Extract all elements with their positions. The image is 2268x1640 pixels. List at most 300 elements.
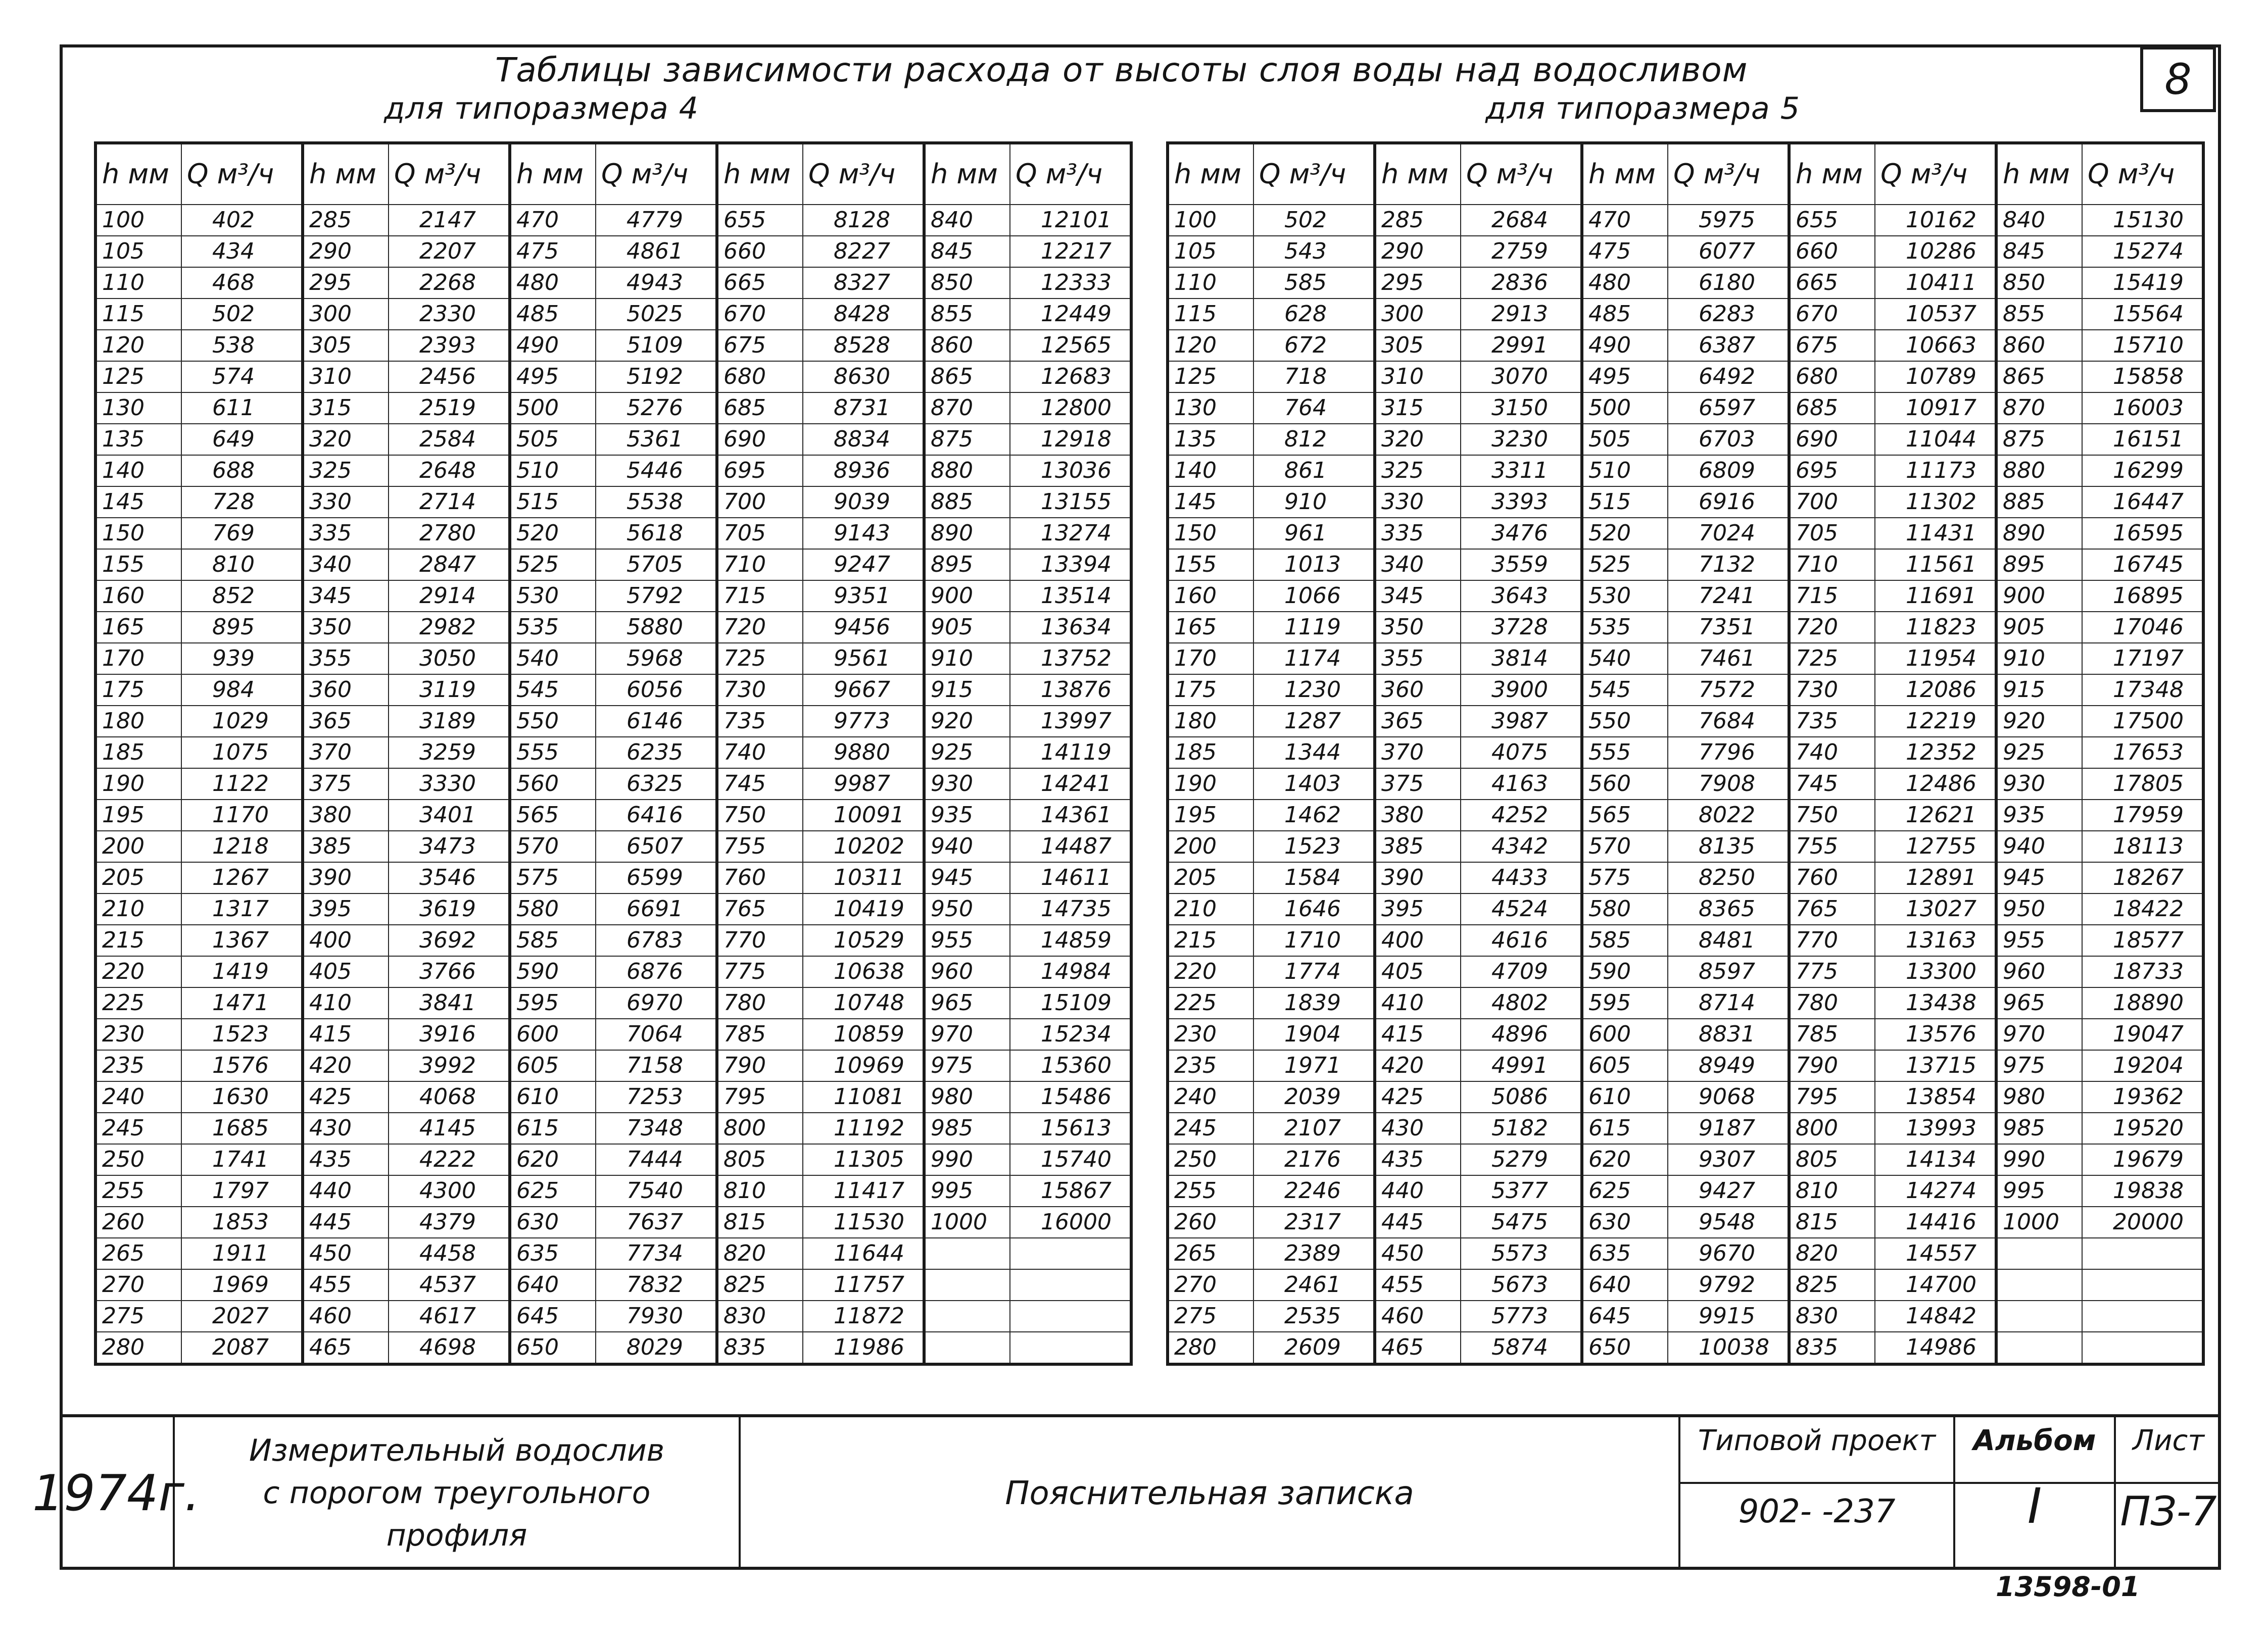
q-cell: 543 (1253, 236, 1375, 267)
table-row (1168, 674, 2203, 706)
h-cell: 185 (95, 737, 181, 768)
q-cell: 649 (181, 424, 303, 455)
q-cell: 5192 (596, 361, 717, 392)
q-cell: 4145 (389, 1113, 510, 1144)
q-cell: 4943 (596, 267, 717, 299)
h-cell: 295 (1375, 267, 1461, 299)
q-cell: 1174 (1253, 643, 1375, 674)
h-cell: 890 (1996, 518, 2082, 549)
q-cell: 13715 (1875, 1050, 1996, 1081)
q-cell: 1471 (181, 987, 303, 1019)
h-cell: 700 (717, 486, 803, 518)
h-cell: 635 (510, 1238, 596, 1269)
q-cell: 3476 (1461, 518, 1582, 549)
q-cell: 2914 (389, 580, 510, 612)
h-cell: 245 (1168, 1113, 1253, 1144)
q-cell: 16000 (1010, 1207, 1131, 1238)
h-cell: 655 (717, 205, 803, 236)
q-cell: 6916 (1668, 486, 1789, 518)
h-cell: 975 (1996, 1050, 2082, 1081)
q-cell: 18577 (2082, 925, 2203, 956)
q-cell: 9247 (803, 549, 924, 580)
title-block (32, 1414, 2221, 1570)
h-cell: 240 (95, 1081, 181, 1113)
q-cell: 16299 (2082, 455, 2203, 486)
q-cell: 17959 (2082, 800, 2203, 831)
q-cell: 16895 (2082, 580, 2203, 612)
h-cell: 985 (924, 1113, 1010, 1144)
q-cell: 1630 (181, 1081, 303, 1113)
q-cell: 468 (181, 267, 303, 299)
q-cell: 9039 (803, 486, 924, 518)
table-left (94, 141, 1133, 1366)
q-cell: 17197 (2082, 643, 2203, 674)
q-cell: 5705 (596, 549, 717, 580)
q-cell: 6387 (1668, 330, 1789, 361)
q-cell: 3916 (389, 1019, 510, 1050)
column-header-h: h мм (510, 143, 596, 205)
stamp-sheet (2116, 1417, 2221, 1570)
h-cell: 500 (510, 392, 596, 424)
q-cell: 12565 (1010, 330, 1131, 361)
h-cell: 925 (924, 737, 1010, 768)
stamp-album-value: I (2027, 1478, 2042, 1534)
q-cell: 502 (181, 299, 303, 330)
h-cell: 455 (1375, 1269, 1461, 1301)
h-cell: 790 (717, 1050, 803, 1081)
h-cell: 240 (1168, 1081, 1253, 1113)
h-cell: 660 (1789, 236, 1875, 267)
archive-number: 13598-01 (1996, 1571, 2140, 1603)
q-cell: 852 (181, 580, 303, 612)
q-cell: 13155 (1010, 486, 1131, 518)
q-cell: 10748 (803, 987, 924, 1019)
h-cell: 960 (1996, 956, 2082, 987)
q-cell: 2330 (389, 299, 510, 330)
q-cell: 5086 (1461, 1081, 1582, 1113)
h-cell: 875 (1996, 424, 2082, 455)
h-cell: 320 (303, 424, 389, 455)
h-cell: 980 (924, 1081, 1010, 1113)
q-cell: 895 (181, 612, 303, 643)
h-cell: 895 (924, 549, 1010, 580)
table-right (1166, 141, 2205, 1366)
h-cell: 540 (510, 643, 596, 674)
q-cell: 6597 (1668, 392, 1789, 424)
h-cell: 955 (924, 925, 1010, 956)
q-cell: 12683 (1010, 361, 1131, 392)
h-cell: 205 (95, 862, 181, 893)
h-cell: 970 (924, 1019, 1010, 1050)
q-cell: 19838 (2082, 1175, 2203, 1207)
q-cell: 574 (181, 361, 303, 392)
h-cell: 800 (1789, 1113, 1875, 1144)
h-cell: 950 (924, 893, 1010, 925)
h-cell: 190 (95, 768, 181, 800)
table-row (1168, 455, 2203, 486)
column-header-h: h мм (1789, 143, 1875, 205)
table-row (95, 205, 1131, 236)
q-cell: 1419 (181, 956, 303, 987)
h-cell: 185 (1168, 737, 1253, 768)
h-cell: 260 (1168, 1207, 1253, 1238)
table-row (1168, 643, 2203, 674)
q-cell: 8831 (1668, 1019, 1789, 1050)
h-cell: 680 (1789, 361, 1875, 392)
q-cell: 6146 (596, 706, 717, 737)
table-row (95, 1238, 1131, 1269)
h-cell: 790 (1789, 1050, 1875, 1081)
table-row (1168, 1269, 2203, 1301)
table-header-row (95, 143, 1131, 205)
table-row (1168, 612, 2203, 643)
q-cell: 2684 (1461, 205, 1582, 236)
h-cell: 560 (1582, 768, 1668, 800)
h-cell (1996, 1238, 2082, 1269)
q-cell: 7241 (1668, 580, 1789, 612)
column-header-q: Q м³/ч (181, 143, 303, 205)
h-cell: 745 (1789, 768, 1875, 800)
q-cell: 5377 (1461, 1175, 1582, 1207)
table-row (1168, 392, 2203, 424)
table-row (1168, 831, 2203, 862)
q-cell: 3900 (1461, 674, 1582, 706)
q-cell: 8834 (803, 424, 924, 455)
q-cell: 764 (1253, 392, 1375, 424)
q-cell: 11986 (803, 1332, 924, 1364)
q-cell: 19362 (2082, 1081, 2203, 1113)
h-cell: 880 (924, 455, 1010, 486)
q-cell: 13576 (1875, 1019, 1996, 1050)
h-cell: 225 (95, 987, 181, 1019)
q-cell: 20000 (2082, 1207, 2203, 1238)
h-cell: 880 (1996, 455, 2082, 486)
q-cell: 4896 (1461, 1019, 1582, 1050)
h-cell: 730 (717, 674, 803, 706)
q-cell: 1904 (1253, 1019, 1375, 1050)
table-row (95, 1081, 1131, 1113)
h-cell: 490 (510, 330, 596, 361)
q-cell: 6077 (1668, 236, 1789, 267)
q-cell: 10091 (803, 800, 924, 831)
table-row (95, 330, 1131, 361)
h-cell: 920 (1996, 706, 2082, 737)
h-cell: 820 (717, 1238, 803, 1269)
h-cell: 985 (1996, 1113, 2082, 1144)
q-cell: 3841 (389, 987, 510, 1019)
q-cell: 9427 (1668, 1175, 1789, 1207)
q-cell: 9915 (1668, 1301, 1789, 1332)
h-cell: 625 (1582, 1175, 1668, 1207)
q-cell: 434 (181, 236, 303, 267)
q-cell: 2389 (1253, 1238, 1375, 1269)
h-cell: 140 (95, 455, 181, 486)
q-cell: 4163 (1461, 768, 1582, 800)
q-cell: 14274 (1875, 1175, 1996, 1207)
q-cell: 7684 (1668, 706, 1789, 737)
q-cell: 2246 (1253, 1175, 1375, 1207)
h-cell: 995 (924, 1175, 1010, 1207)
h-cell: 315 (1375, 392, 1461, 424)
h-cell: 925 (1996, 737, 2082, 768)
stamp-year: 1974г. (60, 1417, 175, 1570)
table-row (95, 1207, 1131, 1238)
h-cell: 945 (924, 862, 1010, 893)
table-row (95, 893, 1131, 925)
q-cell: 1230 (1253, 674, 1375, 706)
q-cell: 984 (181, 674, 303, 706)
h-cell: 975 (924, 1050, 1010, 1081)
h-cell: 650 (510, 1332, 596, 1364)
h-cell: 800 (717, 1113, 803, 1144)
q-cell: 2584 (389, 424, 510, 455)
h-cell: 310 (1375, 361, 1461, 392)
q-cell: 6783 (596, 925, 717, 956)
h-cell: 230 (1168, 1019, 1253, 1050)
h-cell: 460 (1375, 1301, 1461, 1332)
q-cell: 15613 (1010, 1113, 1131, 1144)
q-cell: 2268 (389, 267, 510, 299)
column-header-q: Q м³/ч (596, 143, 717, 205)
q-cell: 6325 (596, 768, 717, 800)
h-cell: 770 (717, 925, 803, 956)
column-header-q: Q м³/ч (1010, 143, 1131, 205)
h-cell: 710 (1789, 549, 1875, 580)
h-cell: 515 (1582, 486, 1668, 518)
q-cell: 1066 (1253, 580, 1375, 612)
h-cell: 235 (95, 1050, 181, 1081)
q-cell: 9143 (803, 518, 924, 549)
h-cell: 465 (303, 1332, 389, 1364)
h-cell: 830 (1789, 1301, 1875, 1332)
h-cell: 390 (303, 862, 389, 893)
h-cell: 160 (1168, 580, 1253, 612)
q-cell: 2982 (389, 612, 510, 643)
h-cell: 440 (303, 1175, 389, 1207)
table-row (95, 1301, 1131, 1332)
q-cell: 13997 (1010, 706, 1131, 737)
h-cell: 430 (1375, 1113, 1461, 1144)
q-cell: 8630 (803, 361, 924, 392)
h-cell: 285 (1375, 205, 1461, 236)
h-cell: 940 (1996, 831, 2082, 862)
q-cell: 7637 (596, 1207, 717, 1238)
h-cell: 655 (1789, 205, 1875, 236)
q-cell: 13993 (1875, 1113, 1996, 1144)
h-cell: 690 (1789, 424, 1875, 455)
q-cell: 961 (1253, 518, 1375, 549)
h-cell: 455 (303, 1269, 389, 1301)
q-cell: 9068 (1668, 1081, 1789, 1113)
q-cell: 3987 (1461, 706, 1582, 737)
h-cell: 665 (1789, 267, 1875, 299)
q-cell: 11757 (803, 1269, 924, 1301)
q-cell: 18267 (2082, 862, 2203, 893)
h-cell: 360 (303, 674, 389, 706)
h-cell: 225 (1168, 987, 1253, 1019)
q-cell: 10663 (1875, 330, 1996, 361)
h-cell: 125 (95, 361, 181, 392)
q-cell: 4300 (389, 1175, 510, 1207)
q-cell: 8029 (596, 1332, 717, 1364)
q-cell: 7024 (1668, 518, 1789, 549)
h-cell: 600 (510, 1019, 596, 1050)
stamp-object-name (175, 1417, 741, 1570)
h-cell: 545 (510, 674, 596, 706)
h-cell: 260 (95, 1207, 181, 1238)
h-cell: 400 (303, 925, 389, 956)
h-cell: 575 (1582, 862, 1668, 893)
table-row (95, 925, 1131, 956)
h-cell: 325 (303, 455, 389, 486)
h-cell: 330 (303, 486, 389, 518)
h-cell: 145 (95, 486, 181, 518)
h-cell: 235 (1168, 1050, 1253, 1081)
h-cell: 675 (717, 330, 803, 361)
table-row (95, 674, 1131, 706)
table-row (95, 267, 1131, 299)
h-cell: 815 (717, 1207, 803, 1238)
h-cell: 820 (1789, 1238, 1875, 1269)
table-row (1168, 1081, 2203, 1113)
h-cell: 735 (1789, 706, 1875, 737)
h-cell: 810 (717, 1175, 803, 1207)
q-cell: 12086 (1875, 674, 1996, 706)
q-cell: 3814 (1461, 643, 1582, 674)
h-cell: 930 (1996, 768, 2082, 800)
q-cell: 7351 (1668, 612, 1789, 643)
h-cell: 475 (1582, 236, 1668, 267)
h-cell: 215 (1168, 925, 1253, 956)
h-cell: 315 (303, 392, 389, 424)
h-cell: 885 (1996, 486, 2082, 518)
h-cell: 595 (510, 987, 596, 1019)
h-cell: 865 (924, 361, 1010, 392)
h-cell: 805 (717, 1144, 803, 1175)
q-cell: 4524 (1461, 893, 1582, 925)
q-cell: 1403 (1253, 768, 1375, 800)
column-header-h: h мм (1168, 143, 1253, 205)
q-cell: 19047 (2082, 1019, 2203, 1050)
subtitle-left: для типоразмера 4 (384, 91, 699, 126)
h-cell: 535 (510, 612, 596, 643)
h-cell: 1000 (924, 1207, 1010, 1238)
table-row (95, 424, 1131, 455)
q-cell: 16595 (2082, 518, 2203, 549)
h-cell: 650 (1582, 1332, 1668, 1364)
q-cell: 11872 (803, 1301, 924, 1332)
q-cell: 4342 (1461, 831, 1582, 862)
q-cell: 11691 (1875, 580, 1996, 612)
q-cell: 2027 (181, 1301, 303, 1332)
h-cell: 490 (1582, 330, 1668, 361)
q-cell: 9561 (803, 643, 924, 674)
h-cell: 885 (924, 486, 1010, 518)
q-cell: 10917 (1875, 392, 1996, 424)
h-cell: 900 (1996, 580, 2082, 612)
h-cell: 505 (510, 424, 596, 455)
q-cell: 538 (181, 330, 303, 361)
h-cell: 690 (717, 424, 803, 455)
h-cell: 630 (510, 1207, 596, 1238)
q-cell (1010, 1269, 1131, 1301)
q-cell: 2913 (1461, 299, 1582, 330)
h-cell: 640 (510, 1269, 596, 1301)
q-cell: 1013 (1253, 549, 1375, 580)
q-cell: 4802 (1461, 987, 1582, 1019)
h-cell: 155 (95, 549, 181, 580)
q-cell: 6691 (596, 893, 717, 925)
q-cell: 4222 (389, 1144, 510, 1175)
h-cell: 420 (1375, 1050, 1461, 1081)
h-cell: 380 (303, 800, 389, 831)
q-cell: 11305 (803, 1144, 924, 1175)
table-row (1168, 956, 2203, 987)
h-cell: 585 (1582, 925, 1668, 956)
q-cell: 5538 (596, 486, 717, 518)
h-cell: 310 (303, 361, 389, 392)
h-cell: 935 (924, 800, 1010, 831)
h-cell: 390 (1375, 862, 1461, 893)
h-cell: 1000 (1996, 1207, 2082, 1238)
q-cell: 7348 (596, 1113, 717, 1144)
h-cell: 785 (717, 1019, 803, 1050)
table-row (1168, 1175, 2203, 1207)
q-cell: 1523 (181, 1019, 303, 1050)
table-row (95, 1332, 1131, 1364)
q-cell: 8135 (1668, 831, 1789, 862)
h-cell: 545 (1582, 674, 1668, 706)
h-cell: 510 (510, 455, 596, 486)
h-cell: 320 (1375, 424, 1461, 455)
q-cell: 9667 (803, 674, 924, 706)
q-cell: 6809 (1668, 455, 1789, 486)
table-row (1168, 424, 2203, 455)
h-cell: 410 (303, 987, 389, 1019)
h-cell: 580 (1582, 893, 1668, 925)
table-row (95, 1050, 1131, 1081)
h-cell: 755 (717, 831, 803, 862)
h-cell: 940 (924, 831, 1010, 862)
q-cell: 7572 (1668, 674, 1789, 706)
column-header-h: h мм (1582, 143, 1668, 205)
h-cell: 995 (1996, 1175, 2082, 1207)
q-cell: 14487 (1010, 831, 1131, 862)
table-row (95, 831, 1131, 862)
h-cell: 295 (303, 267, 389, 299)
q-cell: 11431 (1875, 518, 1996, 549)
h-cell (1996, 1269, 2082, 1301)
table-header-row (1168, 143, 2203, 205)
table-row (1168, 800, 2203, 831)
table-row (1168, 737, 2203, 768)
table-row (95, 299, 1131, 330)
q-cell: 14700 (1875, 1269, 1996, 1301)
q-cell: 7796 (1668, 737, 1789, 768)
q-cell: 1646 (1253, 893, 1375, 925)
q-cell: 402 (181, 205, 303, 236)
h-cell: 510 (1582, 455, 1668, 486)
h-cell: 855 (924, 299, 1010, 330)
h-cell: 535 (1582, 612, 1668, 643)
q-cell: 3119 (389, 674, 510, 706)
q-cell: 7908 (1668, 768, 1789, 800)
table-row (95, 486, 1131, 518)
h-cell: 605 (510, 1050, 596, 1081)
table-row (1168, 205, 2203, 236)
h-cell: 905 (1996, 612, 2082, 643)
q-cell (2082, 1301, 2203, 1332)
